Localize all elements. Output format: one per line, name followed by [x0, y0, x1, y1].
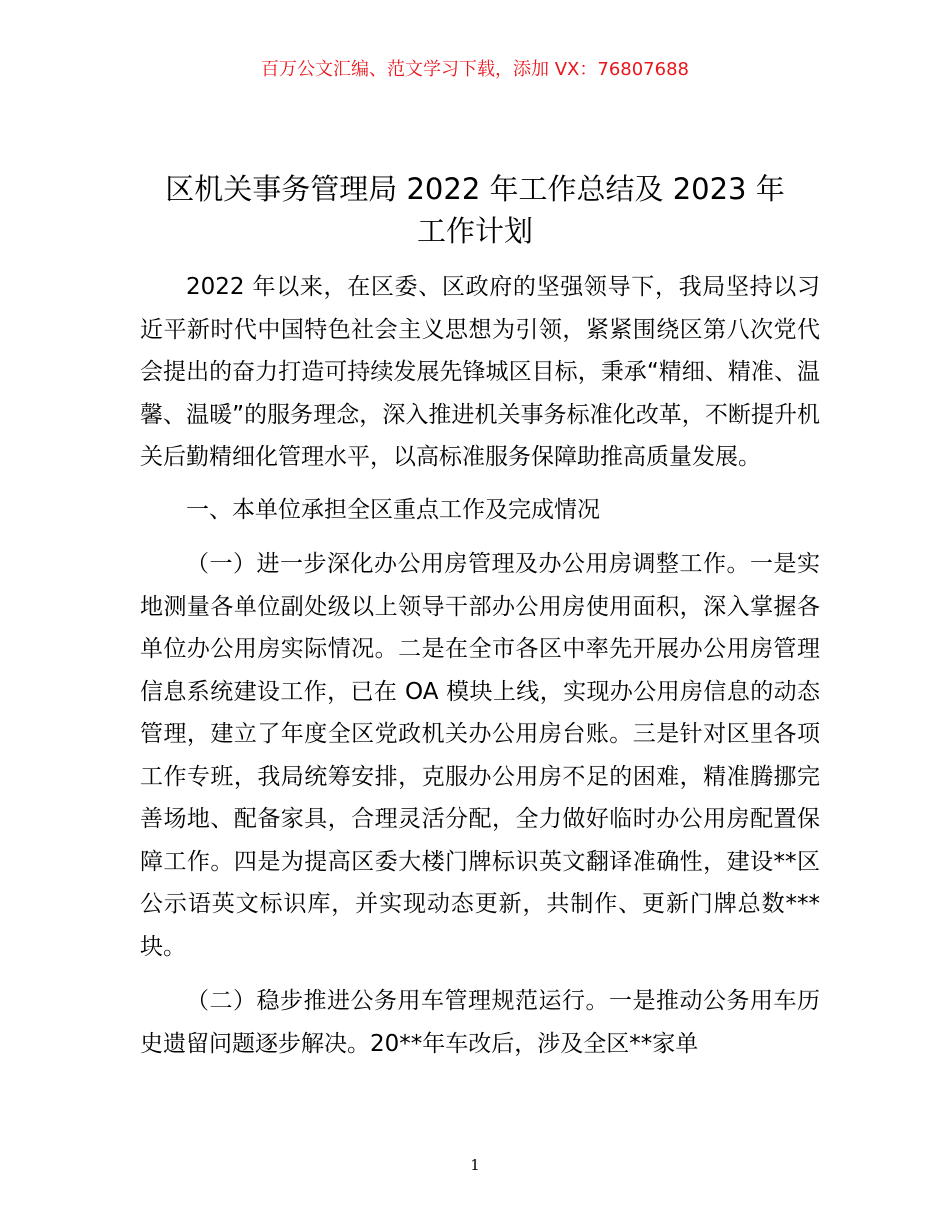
watermark-banner: 百万公文汇编、范文学习下载，添加 VX：76807688: [261, 59, 689, 80]
section-heading: 一、本单位承担全区重点工作及完成情况: [186, 496, 600, 523]
document-body: [140, 266, 820, 1065]
title-line-2: 工作计划: [416, 214, 533, 248]
subsection-paragraph-2: （二）稳步推进公务用车管理规范运行。一是推动公务用车历史遗留问题逐步解决。20**年车改后，涉及全区**家单: [140, 988, 820, 1057]
intro-paragraph: 2022 年以来，在区委、区政府的坚强领导下，我局坚持以习近平新时代中国特色社会主义思想为引领，紧紧围绕区第八次党代会提出的奋力打造可持续发展先锋城区目标，秉承“精细、精准、温馨、温暖”的服务理念，深入推进机关事务标准化改革，不断提升机关后勤精细化管理水平，以高标准服务保障助推高质量发展。: [140, 274, 820, 470]
page-number: 1: [470, 1156, 480, 1174]
title-line-1: 区机关事务管理局 2022 年工作总结及 2023 年: [165, 172, 785, 206]
subsection-paragraph-1: （一）进一步深化办公用房管理及办公用房调整工作。一是实地测量各单位副处级以上领导干部办公用房使用面积，深入掌握各单位办公用房实际情况。二是在全市各区中率先开展办公用房管理信息系统建设工作，已在 OA 模块上线，实现办公用房信息的动态管理，建立了年度全区党政机关办公用房台账。三是针对区里各项工作专班，我局统筹安排，克服办公用房不足的困难，精准腾挪完善场地、配备家具，合理灵活分配，全力做好临时办公用房配置保障工作。四是为提高区委大楼门牌标识英文翻译准确性，建设**区公示语英文标识库，并实现动态更新，共制作、更新门牌总数***块。: [140, 551, 820, 960]
document-title: [60, 168, 890, 252]
